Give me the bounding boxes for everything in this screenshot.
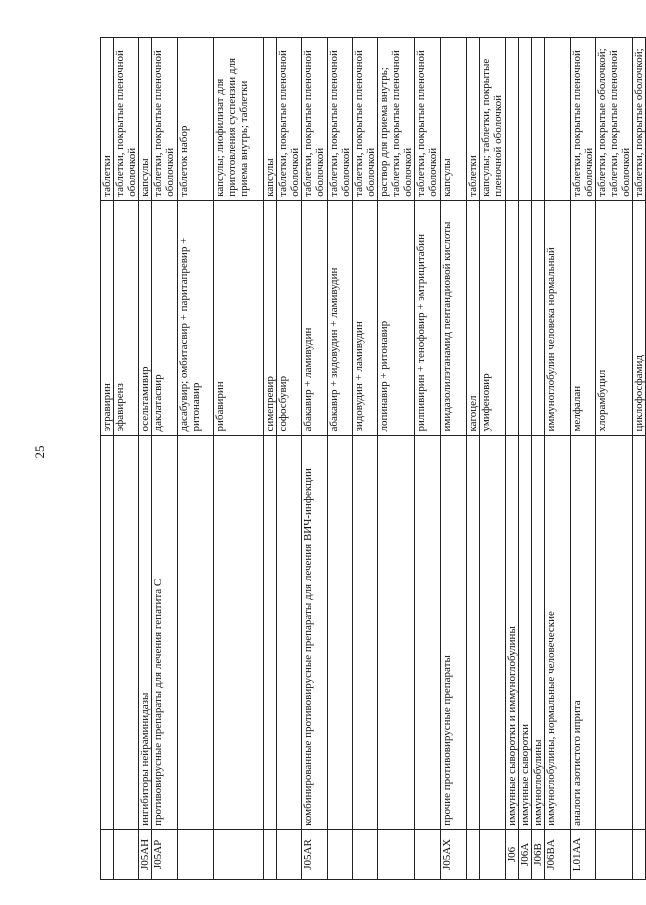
atc-code-cell: J06 bbox=[506, 829, 519, 879]
dosage-form-cell: таблетки, покрытые пленочной оболочкой bbox=[328, 38, 353, 201]
table-row bbox=[532, 38, 545, 880]
group-cell bbox=[101, 435, 114, 829]
dosage-form-cell: таблетки, покрытые пленочной оболочкой bbox=[571, 38, 596, 201]
group-cell: прочие противовирусные препараты bbox=[441, 435, 467, 829]
page-number: 25 bbox=[32, 445, 47, 459]
group-cell bbox=[467, 435, 480, 829]
atc-code-cell: J06BA bbox=[545, 829, 571, 879]
atc-code-cell bbox=[214, 829, 264, 879]
group-cell bbox=[214, 435, 264, 829]
group-cell bbox=[114, 435, 139, 829]
group-cell: иммуноглобулины bbox=[532, 435, 545, 829]
dosage-form-cell: таблетки, покрытые пленочной оболочкой bbox=[277, 38, 302, 201]
atc-code-cell bbox=[353, 829, 378, 879]
drug-name-cell: циклофосфамид bbox=[633, 200, 646, 435]
atc-code-cell: J05AH bbox=[139, 829, 152, 879]
table-row bbox=[178, 38, 214, 880]
drug-name-cell: лопинавир + ритонавир bbox=[378, 200, 415, 435]
atc-code-cell: J05AR bbox=[302, 829, 328, 879]
group-cell: комбинированные противовирусные препараты для лечения ВИЧ-инфекции bbox=[302, 435, 328, 829]
drug-name-cell: абакавир + зидовудин + ламивудин bbox=[328, 200, 353, 435]
group-cell bbox=[415, 435, 441, 829]
table-row bbox=[264, 38, 277, 880]
atc-code-cell bbox=[480, 829, 506, 879]
dosage-form-cell: таблетки, покрытые пленочной оболочкой bbox=[353, 38, 378, 201]
table-row bbox=[415, 38, 441, 880]
group-cell: иммунные сыворотки bbox=[519, 435, 532, 829]
group-cell bbox=[328, 435, 353, 829]
group-cell bbox=[264, 435, 277, 829]
dosage-form-cell: капсулы bbox=[441, 38, 467, 201]
atc-code-cell: L01AA bbox=[571, 829, 596, 879]
group-cell bbox=[277, 435, 302, 829]
dosage-form-cell: капсулы; таблетки, покрытые пленочной оболочкой bbox=[480, 38, 506, 201]
atc-code-cell bbox=[415, 829, 441, 879]
drug-name-cell: хлорамбуцил bbox=[596, 200, 633, 435]
atc-code-cell: J06A bbox=[519, 829, 532, 879]
table-row bbox=[480, 38, 506, 880]
dosage-form-cell: таблетки, покрытые пленочной оболочкой bbox=[302, 38, 328, 201]
drug-name-cell: дасабувир; омбитасвир + паритапревир + ритонавир bbox=[178, 200, 214, 435]
drug-name-cell: мелфалан bbox=[571, 200, 596, 435]
group-cell bbox=[596, 435, 633, 829]
drug-name-cell: имидазолилэтанамид пентандиовой кислоты bbox=[441, 200, 467, 435]
table-row bbox=[519, 38, 532, 880]
group-cell: противовирусные препараты для лечения гепатита С bbox=[152, 435, 178, 829]
atc-code-cell bbox=[378, 829, 415, 879]
group-cell: ингибиторы нейраминидазы bbox=[139, 435, 152, 829]
dosage-form-cell: таблетки, покрытые пленочной оболочкой bbox=[415, 38, 441, 201]
atc-code-cell bbox=[101, 829, 114, 879]
atc-code-cell: J05AX bbox=[441, 829, 467, 879]
dosage-form-cell: таблетки, покрытые оболочкой; таблетки, покрытые пленочной оболочкой bbox=[596, 38, 633, 201]
atc-code-cell bbox=[328, 829, 353, 879]
dosage-form-cell: капсулы bbox=[264, 38, 277, 201]
atc-code-cell bbox=[596, 829, 633, 879]
table-row bbox=[506, 38, 519, 880]
dosage-form-cell: капсулы bbox=[139, 38, 152, 201]
table-row bbox=[353, 38, 378, 880]
group-cell bbox=[178, 435, 214, 829]
drug-name-cell bbox=[519, 200, 532, 435]
table-row bbox=[378, 38, 415, 880]
group-cell bbox=[633, 435, 646, 829]
table-row bbox=[139, 38, 152, 880]
table-row bbox=[101, 38, 114, 880]
dosage-form-cell: раствор для приема внутрь; таблетки, покрытые пленочной оболочкой bbox=[378, 38, 415, 201]
group-cell bbox=[480, 435, 506, 829]
group-cell: иммунные сыворотки и иммуноглобулины bbox=[506, 435, 519, 829]
drug-name-cell: рибавирин bbox=[214, 200, 264, 435]
atc-code-cell bbox=[178, 829, 214, 879]
table-row bbox=[545, 38, 571, 880]
drug-name-cell bbox=[506, 200, 519, 435]
table-row bbox=[441, 38, 467, 880]
atc-code-cell bbox=[633, 829, 646, 879]
dosage-form-cell: таблетки bbox=[101, 38, 114, 201]
table-row bbox=[214, 38, 264, 880]
table-row bbox=[114, 38, 139, 880]
group-cell bbox=[378, 435, 415, 829]
atc-code-cell: J06B bbox=[532, 829, 545, 879]
table-row bbox=[328, 38, 353, 880]
drug-name-cell: даклатасвир bbox=[152, 200, 178, 435]
drug-name-cell bbox=[532, 200, 545, 435]
dosage-form-cell: таблеток набор bbox=[178, 38, 214, 201]
table-row bbox=[467, 38, 480, 880]
atc-code-cell bbox=[114, 829, 139, 879]
dosage-form-cell: таблетки, покрытые пленочной оболочкой bbox=[152, 38, 178, 201]
atc-code-cell bbox=[467, 829, 480, 879]
dosage-form-cell bbox=[519, 38, 532, 201]
dosage-form-cell: таблетки bbox=[467, 38, 480, 201]
dosage-form-cell: таблетки, покрытые пленочной оболочкой bbox=[114, 38, 139, 201]
drug-name-cell: эфавиренз bbox=[114, 200, 139, 435]
group-cell bbox=[353, 435, 378, 829]
table-row bbox=[152, 38, 178, 880]
group-cell: аналоги азотистого иприта bbox=[571, 435, 596, 829]
table-row bbox=[633, 38, 646, 880]
drug-name-cell: абакавир + ламивудин bbox=[302, 200, 328, 435]
atc-code-cell bbox=[264, 829, 277, 879]
drug-name-cell: зидовудин + ламивудин bbox=[353, 200, 378, 435]
table-row bbox=[277, 38, 302, 880]
drug-name-cell: умифеновир bbox=[480, 200, 506, 435]
drug-name-cell: иммуноглобулин человека нормальный bbox=[545, 200, 571, 435]
table-row bbox=[302, 38, 328, 880]
drug-name-cell: рилпивирин + тенофовир + эмтрицитабин bbox=[415, 200, 441, 435]
drug-name-cell: софосбувир bbox=[277, 200, 302, 435]
group-cell: иммуноглобулины, нормальные человеческие bbox=[545, 435, 571, 829]
drug-name-cell: этравирин bbox=[101, 200, 114, 435]
rotated-table-sheet bbox=[100, 37, 645, 880]
dosage-form-cell bbox=[545, 38, 571, 201]
drug-name-cell: осельтамивир bbox=[139, 200, 152, 435]
drug-name-cell: симепревир bbox=[264, 200, 277, 435]
dosage-form-cell: таблетки, покрытые оболочкой; bbox=[633, 38, 646, 201]
drug-table bbox=[100, 37, 646, 880]
atc-code-cell bbox=[277, 829, 302, 879]
dosage-form-cell bbox=[506, 38, 519, 201]
table-row bbox=[571, 38, 596, 880]
dosage-form-cell: капсулы; лиофилизат для приготовления суспензии для приема внутрь; таблетки bbox=[214, 38, 264, 201]
table-row bbox=[596, 38, 633, 880]
atc-code-cell: J05AP bbox=[152, 829, 178, 879]
drug-name-cell: кагоцел bbox=[467, 200, 480, 435]
dosage-form-cell bbox=[532, 38, 545, 201]
